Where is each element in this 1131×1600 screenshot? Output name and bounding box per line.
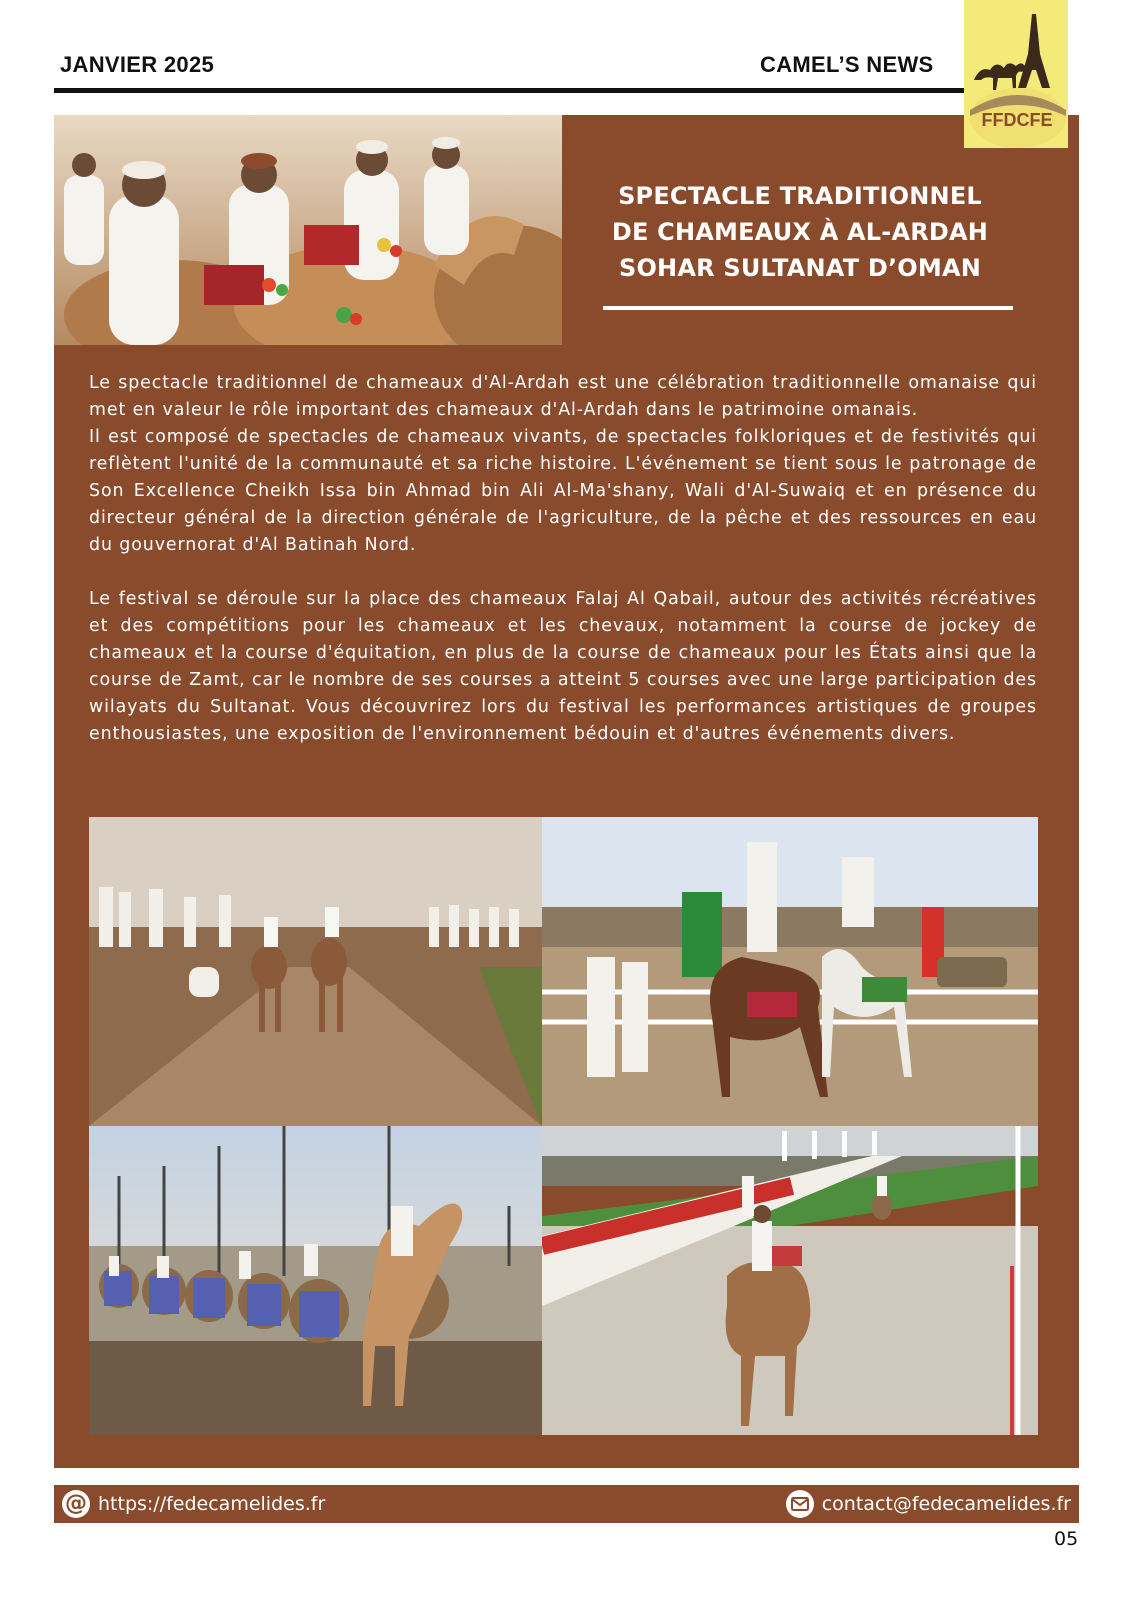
photo-camel-race-crowd xyxy=(89,817,542,1126)
header-date: JANVIER 2025 xyxy=(60,52,215,77)
at-icon: @ xyxy=(62,1490,90,1518)
photo-camel-race-track xyxy=(542,1126,1038,1435)
footer-bar xyxy=(54,1485,1079,1523)
hero-photo-camel-riders xyxy=(54,115,562,345)
email-link[interactable]: contact@fedecamelides.fr xyxy=(821,1493,1071,1515)
title-line-3: SOHAR SULTANAT D’OMAN xyxy=(618,254,982,282)
photo-horse-riders-standing xyxy=(542,817,1038,1126)
title-underline xyxy=(603,306,1013,310)
page-number: 05 xyxy=(1054,1528,1079,1550)
title-line-1: SPECTACLE TRADITIONNEL xyxy=(618,182,982,210)
article-title xyxy=(590,178,1010,286)
header-rule xyxy=(54,88,1014,93)
paragraph-3: Le festival se déroule sur la place des chameaux Falaj Al Qabail, autour des activités récréatives et des compétitions pour les chameaux et les chevaux, notamment la course de jockey de chameaux et la course d'équitation, en plus de la course de chameaux pour les États ainsi que la course de Zamt, car le nombre de ses courses a atteint 5 courses avec une large participation des wilayats du Sultanat. Vous découvrirez lors du festival les performances artistiques de groupes enthousiastes, une exposition de l'environnement bédouin et d'autres événements divers. xyxy=(89,589,1037,744)
mail-icon xyxy=(786,1490,814,1518)
footer-email[interactable] xyxy=(786,1489,1071,1519)
footer-website[interactable] xyxy=(62,1489,325,1519)
publication-name: CAMEL’S NEWS xyxy=(760,52,934,77)
ffdcfe-logo xyxy=(960,0,1068,148)
article-body xyxy=(89,370,1037,748)
logo-text: FFDCFE xyxy=(981,110,1053,130)
title-line-2: DE CHAMEAUX À AL-ARDAH xyxy=(611,218,989,246)
website-link[interactable]: https://fedecamelides.fr xyxy=(98,1493,326,1515)
paragraph-2: Il est composé de spectacles de chameaux vivants, de spectacles folkloriques et de festivités qui reflètent l'unité de la communauté et sa riche histoire. L'événement se tient sous le patronage de Son Excellence Cheikh Issa bin Ahmad bin Ali Al-Ma'shany, Wali d'Al-Suwaiq et en présence du directeur général de la direction générale de l'agriculture, de la pêche et des ressources en eau du gouvernorat d'Al Batinah Nord. xyxy=(89,427,1037,555)
photo-camels-blue-saddles xyxy=(89,1126,542,1435)
paragraph-1: Le spectacle traditionnel de chameaux d'Al-Ardah est une célébration traditionnelle omanaise qui met en valeur le rôle important des chameaux d'Al-Ardah dans le patrimoine omanais. xyxy=(89,373,1037,420)
